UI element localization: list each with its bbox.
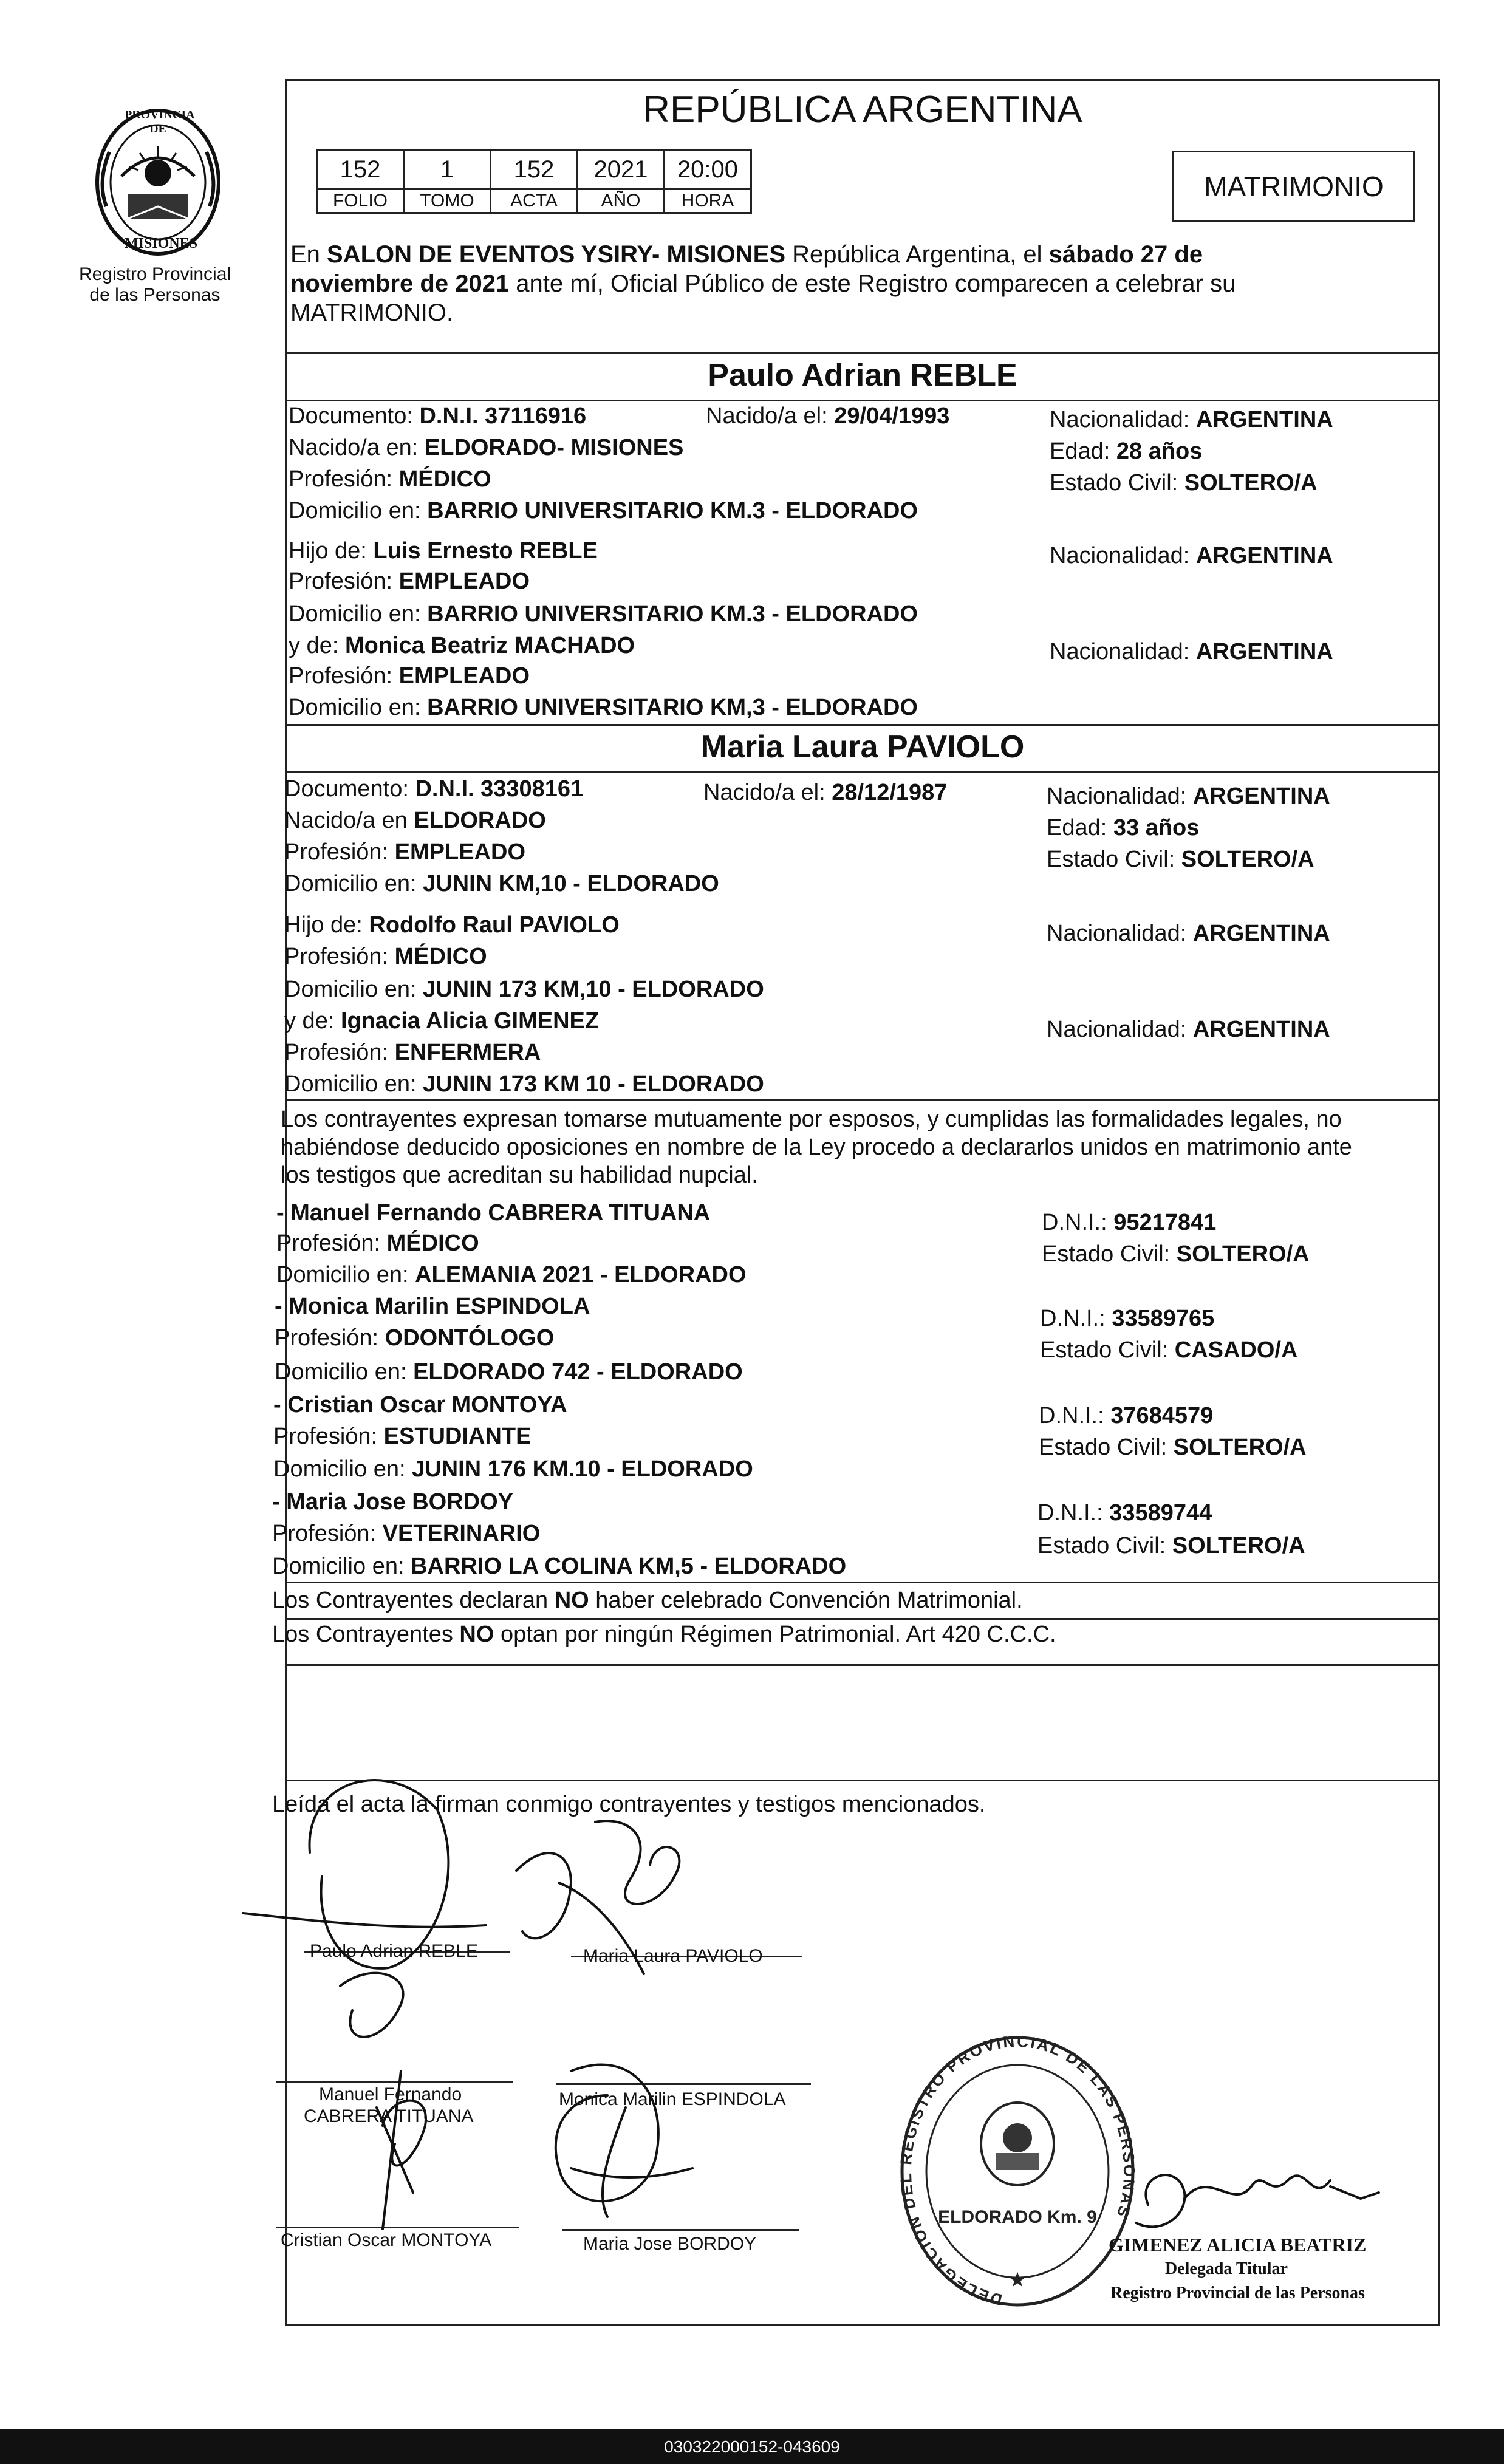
witness3-dni-value: 37684579 — [1110, 1403, 1214, 1428]
logo-caption — [55, 264, 255, 305]
spouse2-mother-dom-label: Domicilio en: — [284, 1071, 423, 1097]
spouse1-birthplace — [289, 434, 683, 462]
spouse1-age — [1050, 437, 1202, 465]
witness1-dom-value: ALEMANIA 2021 - ELDORADO — [415, 1262, 747, 1288]
witness1-civil-status — [1042, 1240, 1310, 1268]
spouse2-profession-value: EMPLEADO — [394, 839, 526, 865]
intro-line3: MATRIMONIO. — [290, 299, 454, 326]
signature-label-witness1-b: CABRERA TITUANA — [304, 2106, 474, 2126]
spouse2-father-prof-label: Profesión: — [284, 944, 395, 969]
spouse1-age-label: Edad: — [1050, 439, 1116, 464]
spouse2-nationality-label: Nacionalidad: — [1047, 783, 1193, 809]
signature-label-witness2: Monica Marilin ESPINDOLA — [559, 2089, 786, 2109]
note2-no: NO — [459, 1622, 494, 1647]
spouse1-civil-status — [1050, 469, 1318, 497]
declaration-line2: habiéndose deducido oposiciones en nombre de la Ley procedo a declararlos unidos en matrimonio ante — [281, 1135, 1352, 1160]
witness2-dni-label: D.N.I.: — [1040, 1306, 1112, 1331]
witness3-dni-label: D.N.I.: — [1039, 1403, 1111, 1428]
witness3-dom-label: Domicilio en: — [273, 1456, 412, 1482]
spouse2-father-nat-label: Nacionalidad: — [1047, 921, 1193, 946]
spouse2-name: Maria Laura PAVIOLO — [700, 729, 1025, 765]
spouse2-mother-label: y de: — [284, 1008, 341, 1034]
witness4-dni-value: 33589744 — [1109, 1500, 1212, 1526]
spouse2-mother-address — [284, 1070, 764, 1098]
spouse1-doc-label: Documento: — [289, 403, 420, 429]
spouse2-address-label: Domicilio en: — [284, 871, 423, 896]
signature-label-spouse2: Maria Laura PAVIOLO — [583, 1946, 763, 1966]
spouse2-mother — [284, 1007, 599, 1035]
spouse1-mother-dom-label: Domicilio en: — [289, 695, 428, 720]
witness2-address — [275, 1358, 743, 1386]
svg-text:DELEGACION DEL REGISTRO PROVIN — [897, 2032, 1138, 2309]
folio-value: 152 — [317, 150, 404, 189]
spouse2-profession — [284, 838, 525, 866]
stamp-center-text: ELDORADO Km. 9 — [938, 2207, 1097, 2227]
witness3-ec-label: Estado Civil: — [1039, 1435, 1174, 1460]
intro-paragraph — [290, 240, 1438, 327]
spouse1-father-dom-label: Domicilio en: — [289, 601, 428, 627]
witness1-dom-label: Domicilio en: — [276, 1262, 415, 1288]
spouse1-mother-nat-value: ARGENTINA — [1195, 639, 1333, 664]
note1-c: haber celebrado Convención Matrimonial. — [589, 1588, 1023, 1613]
spouse2-birthplace-label: Nacido/a en — [284, 808, 414, 833]
spouse1-address-label: Domicilio en: — [289, 498, 428, 524]
hora-value: 20:00 — [665, 150, 751, 189]
spouse1-father-label: Hijo de: — [289, 538, 374, 564]
logo-caption-line2: de las Personas — [89, 285, 220, 305]
province-logo — [85, 103, 231, 261]
spouse1-mother-dom-value: BARRIO UNIVERSITARIO KM,3 - ELDORADO — [427, 695, 918, 720]
acta-value: 152 — [491, 150, 578, 189]
spouse2-father-dom-value: JUNIN 173 KM,10 - ELDORADO — [423, 977, 764, 1002]
signature-label-witness3: Cristian Oscar MONTOYA — [281, 2230, 492, 2250]
spouse1-age-value: 28 años — [1116, 439, 1203, 464]
spouse1-father-prof-value: EMPLEADO — [398, 568, 530, 594]
witness2-dni-value: 33589765 — [1112, 1306, 1215, 1331]
witness3-profession — [273, 1422, 531, 1450]
witness2-name: - Monica Marilin ESPINDOLA — [275, 1294, 590, 1319]
witness4-ec-label: Estado Civil: — [1037, 1533, 1172, 1558]
spouse1-profession-label: Profesión: — [289, 466, 399, 492]
spouse2-civil-status-label: Estado Civil: — [1047, 847, 1181, 872]
spouse1-father-nat-value: ARGENTINA — [1195, 543, 1333, 568]
signature-label-witness4: Maria Jose BORDOY — [583, 2234, 757, 2254]
spouse1-father-dom-value: BARRIO UNIVERSITARIO KM.3 - ELDORADO — [427, 601, 918, 627]
spouse1-profession — [289, 465, 491, 493]
registry-table — [316, 149, 752, 214]
spouse2-nationality — [1047, 782, 1330, 810]
witness2-civil-status — [1040, 1336, 1297, 1364]
svg-text:★: ★ — [1008, 2268, 1027, 2292]
spouse2-mother-prof-value: ENFERMERA — [394, 1040, 541, 1065]
intro-date-b: noviembre de 2021 — [290, 270, 510, 297]
witness2-ec-value: CASADO/A — [1174, 1337, 1298, 1363]
spouse1-father-prof-label: Profesión: — [289, 568, 399, 594]
stamp-ring-text: DELEGACION DEL REGISTRO PROVINCIAL DE LAS PERSONAS — [896, 2032, 1139, 2309]
official-stamp — [893, 2029, 1142, 2320]
declaration-line1: Los contrayentes expresan tomarse mutuamente por esposos, y cumplidas las formalidades legales, no — [281, 1107, 1342, 1132]
spouse2-birthplace — [284, 807, 546, 834]
witness4-civil-status — [1037, 1532, 1305, 1560]
witness4-profession — [272, 1520, 540, 1548]
witness4-name: - Maria Jose BORDOY — [272, 1489, 513, 1515]
note-convention — [272, 1586, 1023, 1614]
witness2-dni — [1040, 1305, 1214, 1333]
spouse2-birthplace-value: ELDORADO — [414, 808, 546, 833]
witness1-prof-value: MÉDICO — [386, 1230, 479, 1256]
spouse1-birthplace-value: ELDORADO- MISIONES — [424, 435, 684, 460]
spouse1-mother-label: y de: — [289, 633, 345, 658]
spouse2-father-prof-value: MÉDICO — [394, 944, 487, 969]
spouse2-nationality-value: ARGENTINA — [1192, 783, 1330, 809]
spouse2-father — [284, 911, 620, 939]
note1-no: NO — [554, 1588, 589, 1613]
official-organization: Registro Provincial de las Personas — [1110, 2284, 1365, 2302]
witness2-ec-label: Estado Civil: — [1040, 1337, 1175, 1363]
spouse2-doc-label: Documento: — [284, 776, 415, 802]
spouse1-father-address — [289, 600, 918, 628]
spouse1-father-name: Luis Ernesto REBLE — [373, 538, 598, 564]
spouse1-nationality-value: ARGENTINA — [1195, 407, 1333, 432]
witness4-address — [272, 1552, 846, 1580]
spouse2-doc-value: D.N.I. 33308161 — [415, 776, 584, 802]
spouse1-birthplace-label: Nacido/a en: — [289, 435, 425, 460]
witness4-prof-label: Profesión: — [272, 1521, 383, 1546]
spouse1-name: Paulo Adrian REBLE — [708, 358, 1017, 393]
note1-a: Los Contrayentes declaran — [272, 1588, 555, 1613]
tomo-label: TOMO — [404, 189, 491, 213]
folio-label: FOLIO — [317, 189, 404, 213]
witness3-prof-value: ESTUDIANTE — [383, 1424, 532, 1449]
spouse2-profession-label: Profesión: — [284, 839, 395, 865]
witness1-dni-value: 95217841 — [1113, 1210, 1217, 1235]
spouse1-address-value: BARRIO UNIVERSITARIO KM.3 - ELDORADO — [427, 498, 918, 524]
hora-label: HORA — [665, 189, 751, 213]
spouse1-mother — [289, 632, 635, 660]
spouse1-mother-prof-value: EMPLEADO — [398, 663, 530, 689]
spouse2-mother-nat-label: Nacionalidad: — [1047, 1017, 1193, 1042]
witness2-dom-label: Domicilio en: — [275, 1359, 414, 1385]
spouse1-profession-value: MÉDICO — [398, 466, 491, 492]
spouse2-birthdate-value: 28/12/1987 — [832, 780, 948, 805]
document-code: 030322000152-043609 — [664, 2437, 840, 2456]
spouse2-father-name: Rodolfo Raul PAVIOLO — [369, 912, 620, 938]
witness1-ec-label: Estado Civil: — [1042, 1241, 1177, 1267]
witness1-ec-value: SOLTERO/A — [1176, 1241, 1310, 1267]
signature-label-witness1-a: Manuel Fernando — [319, 2084, 462, 2104]
note2-c: optan por ningún Régimen Patrimonial. Art 420 C.C.C. — [494, 1622, 1056, 1647]
spouse1-mother-profession — [289, 662, 530, 690]
logo-caption-line1: Registro Provincial — [78, 264, 231, 284]
witness3-dni — [1039, 1402, 1213, 1430]
spouse1-father-profession — [289, 567, 530, 595]
closing-statement: Leída el acta la firman conmigo contrayentes y testigos mencionados. — [272, 1792, 986, 1817]
logo-seal-bottom-text: MISIONES — [125, 236, 198, 251]
page-title: REPÚBLICA ARGENTINA — [643, 89, 1082, 131]
witness1-dni — [1042, 1209, 1216, 1237]
spouse2-father-profession — [284, 943, 487, 971]
spouse2-father-dom-label: Domicilio en: — [284, 977, 423, 1002]
official-role: Delegada Titular — [1165, 2259, 1288, 2278]
spouse1-doc-value: D.N.I. 37116916 — [419, 403, 587, 429]
declaration — [281, 1105, 1438, 1189]
witness2-profession — [275, 1324, 554, 1352]
spouse1-birthdate — [706, 402, 949, 430]
anio-value: 2021 — [578, 150, 665, 189]
witness4-dom-label: Domicilio en: — [272, 1554, 411, 1579]
signature-label-spouse1: Paulo Adrian REBLE — [310, 1941, 478, 1961]
witness3-name: - Cristian Oscar MONTOYA — [273, 1392, 567, 1418]
anio-label: AÑO — [578, 189, 665, 213]
spouse2-civil-status — [1047, 845, 1314, 873]
witness2-prof-value: ODONTÓLOGO — [385, 1325, 555, 1351]
spouse1-father — [289, 537, 598, 565]
spouse2-father-address — [284, 975, 764, 1003]
witness4-prof-value: VETERINARIO — [382, 1521, 541, 1546]
witness2-dom-value: ELDORADO 742 - ELDORADO — [413, 1359, 743, 1385]
spouse2-age-value: 33 años — [1113, 815, 1200, 841]
note2-a: Los Contrayentes — [272, 1622, 460, 1647]
spouse2-address-value: JUNIN KM,10 - ELDORADO — [423, 871, 719, 896]
intro-p2: República Argentina, el — [785, 241, 1049, 268]
spouse1-civil-status-value: SOLTERO/A — [1184, 470, 1318, 496]
spouse1-nationality — [1050, 406, 1333, 434]
note-regime — [272, 1620, 1056, 1648]
spouse1-document — [289, 402, 586, 430]
spouse2-mother-dom-value: JUNIN 173 KM 10 - ELDORADO — [423, 1071, 764, 1097]
spouse1-civil-status-label: Estado Civil: — [1050, 470, 1184, 496]
intro-p3: ante mí, Oficial Público de este Registro comparecen a celebrar su — [509, 270, 1236, 297]
witness2-prof-label: Profesión: — [275, 1325, 385, 1351]
spouse1-father-nat-label: Nacionalidad: — [1050, 543, 1196, 568]
witness4-dom-value: BARRIO LA COLINA KM,5 - ELDORADO — [411, 1554, 847, 1579]
spouse1-mother-nat-label: Nacionalidad: — [1050, 639, 1196, 664]
spouse1-father-nationality — [1050, 542, 1333, 570]
witness1-profession — [276, 1229, 479, 1257]
spouse2-birthdate-label: Nacido/a el: — [703, 780, 832, 805]
handwritten-signatures — [231, 1731, 850, 2308]
witness1-address — [276, 1261, 747, 1289]
intro-p1: En — [290, 241, 327, 268]
spouse2-address — [284, 870, 719, 898]
spouse2-civil-status-value: SOLTERO/A — [1181, 847, 1314, 872]
logo-seal-top-text: PROVINCIA DE — [125, 108, 195, 135]
witness1-dni-label: D.N.I.: — [1042, 1210, 1114, 1235]
witness3-ec-value: SOLTERO/A — [1173, 1435, 1307, 1460]
spouse1-mother-nationality — [1050, 638, 1333, 666]
witness4-dni — [1037, 1499, 1212, 1527]
witness1-name: - Manuel Fernando CABRERA TITUANA — [276, 1200, 711, 1226]
spouse2-mother-nationality — [1047, 1015, 1330, 1043]
document-code-bar — [0, 2429, 1504, 2464]
spouse1-nationality-label: Nacionalidad: — [1050, 407, 1196, 432]
spouse1-birthdate-value: 29/04/1993 — [834, 403, 950, 429]
spouse2-age-label: Edad: — [1047, 815, 1113, 841]
spouse2-age — [1047, 814, 1199, 842]
spouse2-father-nat-value: ARGENTINA — [1192, 921, 1330, 946]
spouse1-mother-prof-label: Profesión: — [289, 663, 399, 689]
witness3-dom-value: JUNIN 176 KM.10 - ELDORADO — [412, 1456, 753, 1482]
witness3-civil-status — [1039, 1433, 1307, 1461]
official-name: GIMENEZ ALICIA BEATRIZ — [1109, 2234, 1367, 2256]
intro-date-a: sábado 27 de — [1048, 241, 1203, 268]
spouse2-mother-nat-value: ARGENTINA — [1192, 1017, 1330, 1042]
tomo-value: 1 — [404, 150, 491, 189]
witness4-dni-label: D.N.I.: — [1037, 1500, 1110, 1526]
spouse2-father-label: Hijo de: — [284, 912, 369, 938]
official-signature — [1112, 2150, 1403, 2241]
spouse2-mother-prof-label: Profesión: — [284, 1040, 395, 1065]
intro-place: SALON DE EVENTOS YSIRY- MISIONES — [327, 241, 786, 268]
spouse1-mother-address — [289, 694, 918, 722]
spouse2-document — [284, 775, 583, 803]
acta-label: ACTA — [491, 189, 578, 213]
spouse1-address — [289, 497, 918, 525]
witness3-prof-label: Profesión: — [273, 1424, 384, 1449]
act-type-box: MATRIMONIO — [1172, 151, 1415, 222]
spouse1-birthdate-label: Nacido/a el: — [706, 403, 835, 429]
witness3-address — [273, 1455, 753, 1483]
spouse2-father-nationality — [1047, 920, 1330, 947]
spouse2-mother-profession — [284, 1039, 541, 1066]
spouse2-birthdate — [703, 779, 947, 807]
witness1-prof-label: Profesión: — [276, 1230, 387, 1256]
declaration-line3: los testigos que acreditan su habilidad nupcial. — [281, 1162, 758, 1188]
spouse2-mother-name: Ignacia Alicia GIMENEZ — [340, 1008, 600, 1034]
witness4-ec-value: SOLTERO/A — [1172, 1533, 1305, 1558]
spouse1-mother-name: Monica Beatriz MACHADO — [344, 633, 635, 658]
